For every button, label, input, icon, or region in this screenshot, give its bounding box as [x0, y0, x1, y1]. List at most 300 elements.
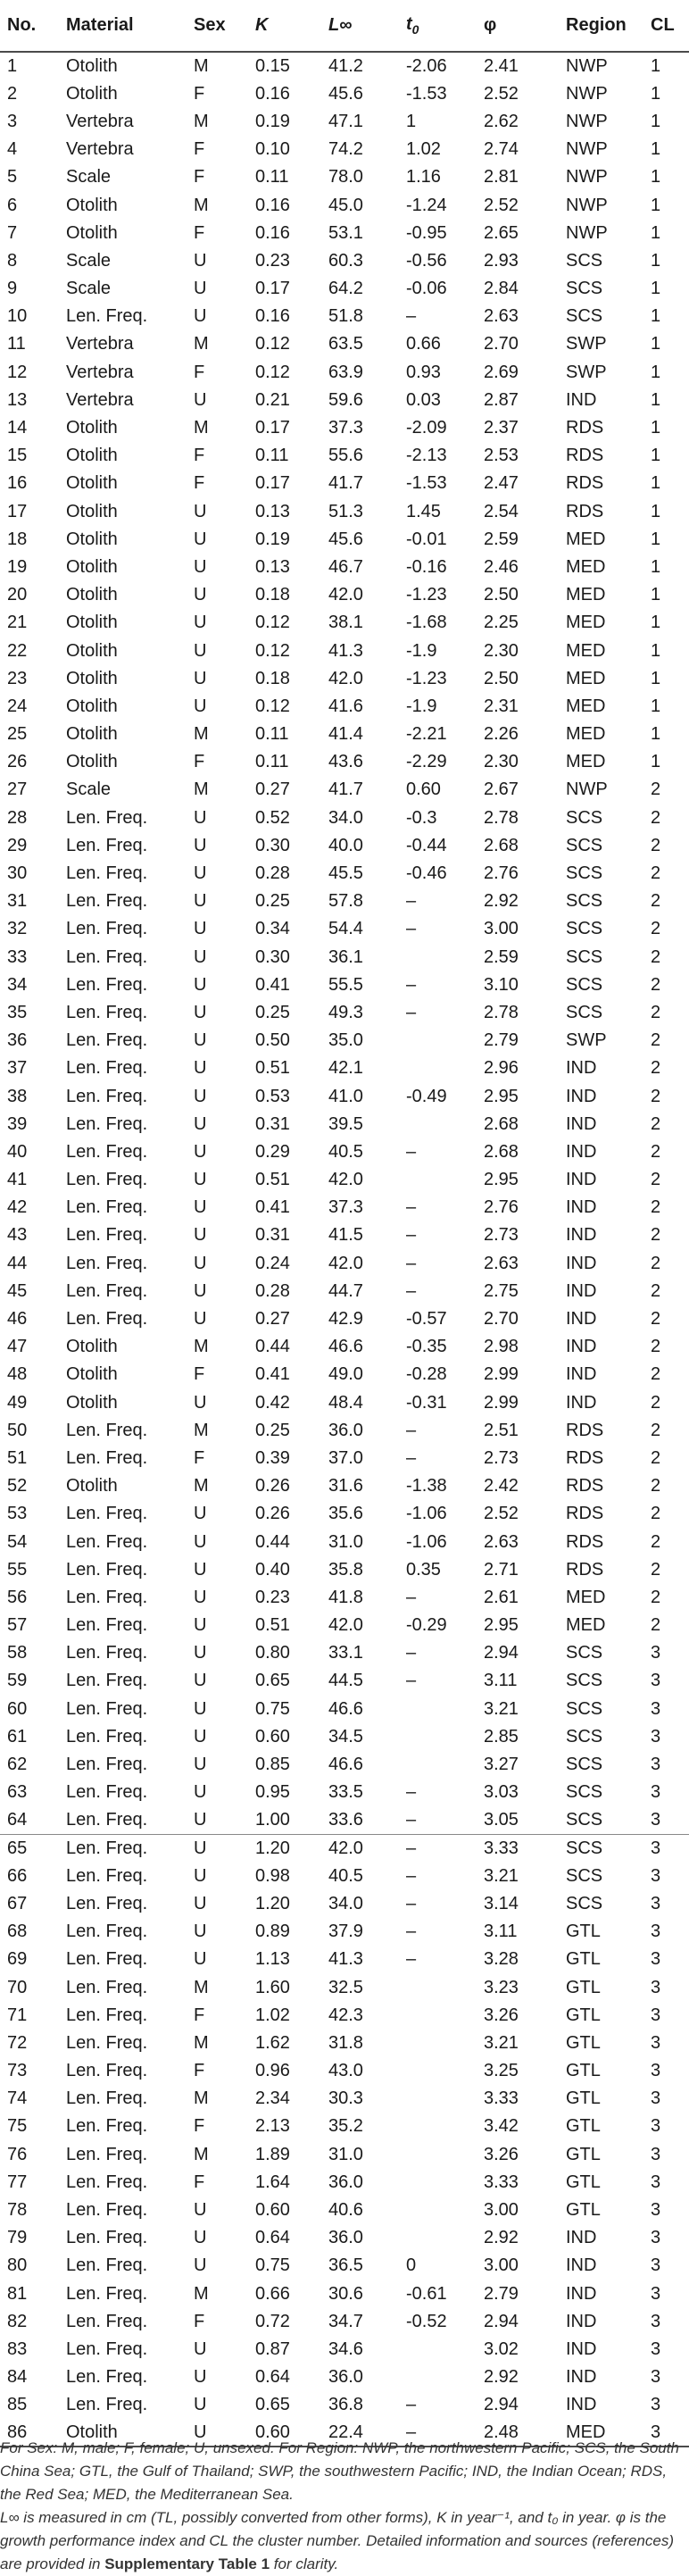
- cell-cl: 1: [651, 306, 661, 327]
- cell-linf: 30.6: [328, 2283, 363, 2304]
- cell-sex: U: [194, 2255, 207, 2276]
- cell-t0: 0.66: [406, 334, 441, 354]
- table-row: [0, 1612, 689, 1639]
- cell-t0: –: [399, 1834, 477, 1862]
- cell-material: Len. Freq.: [66, 863, 148, 884]
- cell-sex: U: [194, 668, 207, 688]
- cell-sex: U: [194, 807, 207, 828]
- cell-cl: 3: [651, 2116, 661, 2137]
- cell-phi: 3.11: [484, 1922, 518, 1942]
- table-row: [0, 2057, 689, 2085]
- cell-linf: 34.0: [328, 1893, 363, 1913]
- cell-sex: U: [194, 389, 207, 410]
- cell-material: Len. Freq.: [66, 1086, 148, 1106]
- table-row: [0, 1779, 689, 1806]
- cell-region: RDS: [566, 1420, 604, 1440]
- cell-cl: 2: [651, 1225, 661, 1246]
- table-row: [0, 553, 689, 580]
- cell-material: Otolith: [66, 1364, 118, 1385]
- cell-cl: 1: [651, 585, 661, 605]
- cell-sex: U: [194, 835, 207, 855]
- cell-linf: 45.0: [328, 195, 363, 215]
- cell-material: Len. Freq.: [66, 1977, 148, 1997]
- cell-phi: 2.94: [484, 2311, 519, 2331]
- cell-cl: 1: [651, 195, 661, 215]
- cell-t0: -1.23: [406, 585, 447, 605]
- cell-phi: 2.26: [484, 724, 519, 745]
- cell-t0: [399, 1973, 477, 2001]
- cell-region: SCS: [566, 863, 603, 884]
- cell-k: 0.27: [255, 1309, 290, 1330]
- cell-k: 0.11: [255, 752, 289, 772]
- cell-linf: 63.9: [328, 362, 363, 382]
- cell-t0: 1.45: [406, 501, 441, 521]
- cell-t0: [399, 1695, 477, 1722]
- cell-linf: 34.0: [328, 807, 363, 828]
- table-row: [0, 358, 689, 386]
- cell-cl: 3: [651, 2311, 661, 2331]
- cell-phi: 3.33: [477, 1834, 559, 1862]
- table-row: [0, 442, 689, 470]
- cell-cl: 3: [651, 2367, 661, 2388]
- cell-no: 15: [7, 446, 28, 466]
- cell-cl: 3: [651, 1949, 661, 1970]
- table-row: [0, 692, 689, 720]
- cell-phi: 2.48: [477, 2419, 559, 2447]
- cell-k: 0.41: [255, 1197, 290, 1218]
- cell-t0: -0.16: [406, 556, 447, 577]
- cell-t0: –: [399, 2419, 477, 2447]
- cell-region: NWP: [566, 139, 608, 160]
- cell-sex: F: [194, 362, 205, 382]
- cell-k: 0.10: [255, 139, 290, 160]
- cell-phi: 3.00: [484, 2200, 519, 2221]
- cell-material: Len. Freq.: [66, 1922, 148, 1942]
- table-row: [0, 1472, 689, 1500]
- cell-sex: F: [194, 1364, 205, 1385]
- cell-phi: 2.52: [484, 83, 519, 104]
- cell-t0: -1.68: [406, 613, 447, 633]
- cell-no: 76: [7, 2144, 28, 2164]
- cell-cl: 2: [651, 919, 661, 939]
- cell-phi: 2.30: [484, 640, 519, 661]
- cell-linf: 40.5: [328, 1865, 363, 1886]
- cell-region: MED: [566, 1615, 606, 1636]
- cell-cl: 2: [651, 1420, 661, 1440]
- cell-cl: 1: [651, 334, 661, 354]
- cell-k: 0.12: [255, 696, 290, 716]
- cell-phi: 2.63: [484, 1253, 519, 1273]
- cell-cl: 3: [643, 1834, 689, 1862]
- cell-k: 0.51: [255, 1058, 290, 1079]
- cell-material: Otolith: [66, 640, 118, 661]
- cell-t0: -0.01: [406, 529, 447, 549]
- cell-no: 61: [7, 1726, 28, 1747]
- cell-material: Scale: [66, 250, 112, 271]
- cell-no: 11: [7, 334, 26, 354]
- cell-linf: 45.6: [328, 529, 363, 549]
- cell-linf: 38.1: [328, 613, 363, 633]
- cell-k: 0.30: [255, 946, 290, 967]
- cell-k: 1.20: [248, 1834, 321, 1862]
- cell-sex: U: [194, 1197, 207, 1218]
- cell-no: 4: [7, 139, 18, 160]
- cell-linf: 43.6: [328, 752, 363, 772]
- cell-region: RDS: [566, 418, 604, 438]
- cell-no: 48: [7, 1364, 28, 1385]
- cell-linf: 35.0: [328, 1030, 363, 1051]
- cell-t0: -1.53: [406, 473, 447, 494]
- cell-sex: F: [194, 2311, 205, 2331]
- cell-region: SCS: [566, 1865, 603, 1886]
- cell-region: SCS: [566, 1893, 603, 1913]
- cell-material: Otolith: [66, 222, 118, 243]
- cell-material: Otolith: [66, 501, 118, 521]
- cell-sex: F: [194, 167, 205, 188]
- cell-no: 1: [7, 56, 18, 77]
- cell-cl: 2: [651, 1086, 661, 1106]
- cell-material: Len. Freq.: [66, 1559, 148, 1580]
- cell-cl: 2: [651, 946, 661, 967]
- cell-cl: 3: [651, 2200, 661, 2221]
- cell-cl: 3: [651, 2032, 661, 2053]
- cell-linf: 40.5: [328, 1141, 363, 1162]
- cell-material: Otolith: [59, 2419, 187, 2447]
- cell-region: SCS: [566, 974, 603, 995]
- table-row: [0, 1918, 689, 1946]
- cell-region: SCS: [566, 250, 603, 271]
- cell-k: 1.13: [255, 1949, 290, 1970]
- header-material: Material: [59, 0, 187, 52]
- cell-cl: 3: [651, 2061, 661, 2081]
- table-row: [0, 470, 689, 497]
- cell-no: 42: [7, 1197, 28, 1218]
- cell-k: 0.23: [255, 1587, 290, 1607]
- cell-t0: -0.29: [406, 1615, 447, 1636]
- cell-phi: 2.79: [484, 1030, 519, 1051]
- cell-sex: U: [194, 1141, 207, 1162]
- cell-sex: U: [194, 2200, 207, 2221]
- cell-linf: 39.5: [328, 1113, 363, 1134]
- cell-no: 72: [7, 2032, 28, 2053]
- cell-region: NWP: [566, 111, 608, 131]
- cell-phi: 3.33: [484, 2172, 519, 2192]
- cell-cl: 2: [651, 1280, 661, 1301]
- cell-sex: F: [194, 2172, 205, 2192]
- supplementary-table-reference: Supplementary Table 1: [104, 2555, 270, 2572]
- cell-cl: 3: [651, 1755, 661, 1775]
- cell-sex: M: [194, 2144, 209, 2164]
- cell-sex: U: [194, 529, 207, 549]
- table-row: [0, 1500, 689, 1528]
- table-row: [0, 1806, 689, 1834]
- cell-t0: 1: [406, 111, 417, 131]
- cell-material: Otolith: [66, 418, 118, 438]
- cell-phi: 3.05: [484, 1810, 519, 1830]
- cell-cl: 3: [651, 2228, 661, 2248]
- cell-cl: 3: [651, 2005, 661, 2025]
- cell-k: 0.75: [255, 2255, 290, 2276]
- table-row: [0, 219, 689, 246]
- cell-material: Len. Freq.: [66, 1420, 148, 1440]
- cell-region: GTL: [566, 2172, 601, 2192]
- cell-sex: U: [194, 1113, 207, 1134]
- cell-k: 0.39: [255, 1447, 290, 1468]
- cell-phi: 2.53: [484, 446, 519, 466]
- cell-sex: U: [194, 306, 207, 327]
- cell-phi: 2.61: [484, 1587, 519, 1607]
- cell-cl: 2: [651, 1309, 661, 1330]
- cell-cl: 2: [651, 1531, 661, 1552]
- cell-cl: 3: [651, 1671, 661, 1691]
- cell-no: 58: [7, 1643, 28, 1663]
- cell-region: IND: [566, 2255, 597, 2276]
- cell-k: 0.85: [255, 1755, 290, 1775]
- cell-phi: 2.70: [484, 334, 519, 354]
- cell-k: 0.80: [255, 1643, 290, 1663]
- cell-cl: 3: [651, 1977, 661, 1997]
- cell-k: 0.25: [255, 1420, 290, 1440]
- cell-k: 0.21: [255, 389, 290, 410]
- cell-sex: M: [194, 2283, 209, 2304]
- cell-no: 27: [7, 779, 28, 800]
- cell-sex: U: [194, 1002, 207, 1022]
- cell-phi: 3.33: [484, 2088, 519, 2109]
- cell-k: 0.34: [255, 919, 290, 939]
- cell-cl: 3: [651, 2088, 661, 2109]
- table-row: [0, 1110, 689, 1138]
- cell-region: SCS: [566, 919, 603, 939]
- cell-sex: U: [194, 1253, 207, 1273]
- cell-phi: 2.84: [484, 279, 519, 299]
- cell-region: IND: [566, 1197, 597, 1218]
- cell-region: MED: [566, 752, 606, 772]
- cell-cl: 2: [651, 1170, 661, 1190]
- cell-phi: 3.23: [484, 1977, 519, 1997]
- cell-no: 47: [7, 1337, 28, 1357]
- table-row: [0, 1889, 689, 1917]
- cell-cl: 1: [651, 362, 661, 382]
- cell-linf: 36.5: [328, 2255, 363, 2276]
- cell-phi: 2.70: [484, 1309, 519, 1330]
- cell-no: 41: [7, 1170, 28, 1190]
- cell-cl: 2: [651, 1141, 661, 1162]
- cell-cl: 1: [651, 696, 661, 716]
- cell-cl: 2: [651, 1615, 661, 1636]
- cell-no: 22: [7, 640, 28, 661]
- cell-phi: 2.47: [484, 473, 519, 494]
- cell-region: IND: [566, 1253, 597, 1273]
- table-row: [0, 2307, 689, 2335]
- cell-material: Len. Freq.: [66, 2367, 148, 2388]
- table-row: [0, 581, 689, 609]
- cell-t0: –: [406, 1893, 417, 1913]
- table-row: [0, 2224, 689, 2252]
- cell-k: 0.72: [255, 2311, 290, 2331]
- cell-k: 0.31: [255, 1225, 290, 1246]
- cell-linf: 64.2: [328, 279, 363, 299]
- cell-region: RDS: [566, 446, 604, 466]
- cell-t0: -0.95: [406, 222, 447, 243]
- cell-no: 81: [7, 2283, 28, 2304]
- cell-k: 0.51: [255, 1615, 290, 1636]
- cell-phi: 3.26: [484, 2005, 519, 2025]
- cell-k: 0.16: [255, 195, 290, 215]
- cell-t0: -2.29: [406, 752, 447, 772]
- cell-t0: –: [406, 1253, 417, 1273]
- cell-material: Len. Freq.: [66, 306, 148, 327]
- cell-t0: 1.16: [406, 167, 441, 188]
- cell-cl: 2: [651, 779, 661, 800]
- header-row: [0, 0, 689, 52]
- cell-t0: –: [406, 974, 417, 995]
- cell-linf: 54.4: [328, 919, 363, 939]
- cell-region: IND: [566, 2228, 597, 2248]
- cell-sex: U: [187, 1834, 248, 1862]
- cell-no: 18: [7, 529, 28, 549]
- cell-phi: 2.37: [484, 418, 519, 438]
- cell-phi: 2.75: [484, 1280, 519, 1301]
- cell-material: Len. Freq.: [66, 2116, 148, 2137]
- cell-no: 44: [7, 1253, 28, 1273]
- cell-sex: U: [194, 1030, 207, 1051]
- cell-no: 38: [7, 1086, 28, 1106]
- cell-sex: M: [194, 195, 209, 215]
- cell-t0: –: [406, 1643, 417, 1663]
- cell-phi: 2.78: [484, 807, 519, 828]
- cell-cl: 1: [651, 446, 661, 466]
- cell-material: Len. Freq.: [66, 2032, 148, 2053]
- cell-t0: -0.06: [406, 279, 447, 299]
- cell-linf: 49.0: [328, 1364, 363, 1385]
- cell-k: 0.41: [255, 974, 290, 995]
- cell-linf: 37.3: [328, 1197, 363, 1218]
- table-row: [0, 2335, 689, 2363]
- cell-linf: 46.6: [328, 1698, 363, 1719]
- cell-region: GTL: [566, 1977, 601, 1997]
- cell-material: Len. Freq.: [66, 2005, 148, 2025]
- cell-cl: 2: [651, 1447, 661, 1468]
- cell-k: 0.12: [255, 613, 290, 633]
- cell-k: 1.64: [255, 2172, 290, 2192]
- cell-linf: 22.4: [321, 2419, 399, 2447]
- cell-no: 32: [7, 919, 28, 939]
- cell-k: 1.60: [255, 1977, 290, 1997]
- cell-phi: 2.94: [484, 2395, 519, 2415]
- table-row: [0, 1277, 689, 1305]
- cell-t0: [399, 2224, 477, 2252]
- cell-k: 0.12: [255, 362, 290, 382]
- cell-cl: 1: [651, 139, 661, 160]
- cell-linf: 42.0: [328, 668, 363, 688]
- cell-t0: 0.60: [406, 779, 441, 800]
- cell-k: 0.87: [255, 2338, 290, 2359]
- cell-t0: –: [406, 1447, 417, 1468]
- cell-material: Len. Freq.: [66, 1671, 148, 1691]
- cell-region: IND: [566, 1392, 597, 1413]
- cell-cl: 1: [651, 724, 661, 745]
- cell-no: 65: [0, 1834, 59, 1862]
- cell-cl: 1: [651, 250, 661, 271]
- cell-linf: 42.9: [328, 1309, 363, 1330]
- cell-region: SCS: [566, 891, 603, 912]
- cell-linf: 41.5: [328, 1225, 363, 1246]
- table-row: [0, 1528, 689, 1555]
- cell-phi: 2.63: [484, 1531, 519, 1552]
- cell-t0: –: [406, 1587, 417, 1607]
- cell-t0: -1.9: [406, 640, 437, 661]
- table-row: [0, 2085, 689, 2113]
- cell-region: IND: [566, 1280, 597, 1301]
- cell-region: MED: [566, 696, 606, 716]
- cell-region: IND: [566, 1309, 597, 1330]
- cell-t0: [399, 2196, 477, 2223]
- cell-material: Otolith: [66, 724, 118, 745]
- cell-phi: 2.62: [484, 111, 519, 131]
- cell-phi: 3.00: [484, 919, 519, 939]
- cell-t0: -1.23: [406, 668, 447, 688]
- cell-k: 0.17: [255, 279, 290, 299]
- table-row: [0, 1639, 689, 1667]
- cell-cl: 1: [651, 556, 661, 577]
- cell-t0: [399, 1722, 477, 1750]
- cell-region: GTL: [566, 2144, 601, 2164]
- cell-t0: [399, 2001, 477, 2029]
- table-row: [0, 721, 689, 748]
- cell-region: MED: [566, 1587, 606, 1607]
- cell-phi: 2.92: [484, 2228, 519, 2248]
- cell-region: SCS: [566, 946, 603, 967]
- cell-linf: 42.1: [328, 1058, 363, 1079]
- cell-linf: 46.7: [328, 556, 363, 577]
- cell-cl: 1: [651, 668, 661, 688]
- cell-region: IND: [566, 1058, 597, 1079]
- cell-sex: U: [194, 1671, 207, 1691]
- cell-material: Otolith: [66, 696, 118, 716]
- cell-k: 0.11: [255, 167, 289, 188]
- cell-linf: 59.6: [328, 389, 363, 410]
- cell-k: 0.89: [255, 1922, 290, 1942]
- cell-cl: 3: [651, 2255, 661, 2276]
- cell-region: GTL: [566, 2061, 601, 2081]
- cell-linf: 35.8: [328, 1559, 363, 1580]
- cell-no: 46: [7, 1309, 28, 1330]
- cell-linf: 33.6: [328, 1810, 363, 1830]
- header-sex: Sex: [187, 0, 248, 52]
- cell-phi: 3.25: [484, 2061, 519, 2081]
- cell-region: RDS: [566, 1504, 604, 1524]
- cell-linf: 31.0: [328, 1531, 363, 1552]
- table-row: [0, 2196, 689, 2223]
- cell-no: 30: [7, 863, 28, 884]
- cell-t0: -1.9: [406, 696, 437, 716]
- cell-t0: -0.57: [406, 1309, 447, 1330]
- cell-region: IND: [566, 1141, 597, 1162]
- cell-region: MED: [566, 585, 606, 605]
- cell-sex: U: [194, 946, 207, 967]
- header-no: No.: [0, 0, 59, 52]
- cell-sex: U: [194, 1587, 207, 1607]
- cell-sex: U: [194, 1504, 207, 1524]
- cell-phi: 2.92: [484, 2367, 519, 2388]
- table-row: [0, 998, 689, 1026]
- cell-t0: –: [406, 891, 417, 912]
- cell-material: Scale: [66, 167, 112, 188]
- cell-no: 37: [7, 1058, 28, 1079]
- cell-phi: 2.99: [484, 1392, 519, 1413]
- cell-linf: 33.5: [328, 1782, 363, 1803]
- cell-material: Len. Freq.: [66, 1782, 148, 1803]
